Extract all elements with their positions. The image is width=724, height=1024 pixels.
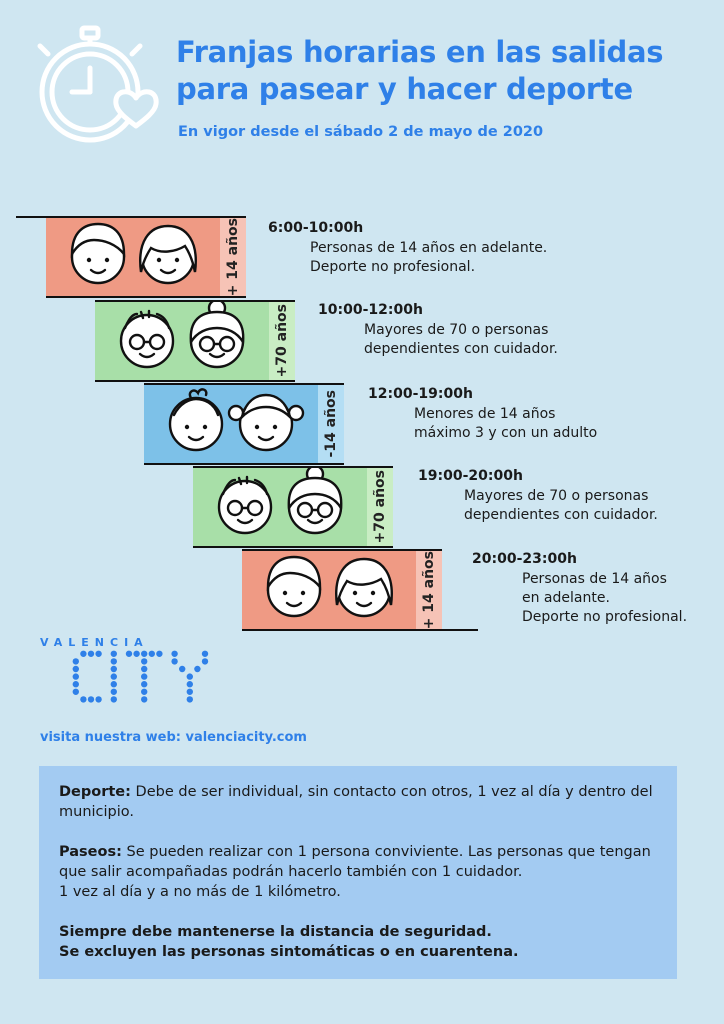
slot-description [310, 239, 588, 277]
slot-text-5 [472, 551, 722, 627]
slot-line: Menores de 14 años [414, 406, 556, 422]
logo-dot [111, 658, 117, 664]
slot-description [464, 487, 724, 525]
logo-dot [149, 651, 155, 657]
slot-text-4 [418, 468, 724, 525]
slot-line: Personas de 14 años [522, 571, 667, 587]
logo-dot [88, 696, 94, 702]
faces-icon [95, 302, 269, 380]
slot-time: 12:00-19:00h [368, 386, 473, 402]
logo-dot [156, 651, 162, 657]
step-faces-panel [144, 385, 318, 463]
info-box [39, 766, 677, 979]
logo-dot [126, 651, 132, 657]
logo-dot [111, 666, 117, 672]
deporte-label: Deporte: [59, 784, 131, 800]
logo-dot [111, 681, 117, 687]
slot-time: 19:00-20:00h [418, 468, 523, 484]
brand-logo-city [72, 650, 232, 706]
step-faces-panel [95, 302, 269, 380]
logo-dot [73, 673, 79, 679]
slot-text-1 [268, 220, 588, 277]
time-slot-step [242, 551, 442, 629]
slot-line: Personas de 14 años en adelante. [310, 240, 548, 256]
slot-text-2 [318, 302, 638, 359]
logo-dot [187, 689, 193, 695]
time-slot-step [144, 385, 344, 463]
logo-dot [187, 696, 193, 702]
logo-dot [141, 689, 147, 695]
time-slot-step [46, 218, 246, 296]
logo-dot [187, 681, 193, 687]
age-tag-label: +70 años [274, 304, 290, 378]
slot-line: máximo 3 y con un adulto [414, 425, 598, 441]
title-line-1: Franjas horarias en las salidas [176, 35, 664, 69]
logo-dot [73, 681, 79, 687]
logo-dot [111, 696, 117, 702]
age-tag [318, 385, 344, 463]
age-tag [416, 551, 442, 629]
time-slot-step [95, 302, 295, 380]
age-tag [269, 302, 295, 380]
logo-dot [179, 666, 185, 672]
step-faces-panel [193, 468, 367, 546]
title-line-2: para pasear y hacer deporte [176, 72, 633, 106]
logo-dot [141, 658, 147, 664]
logo-dot [73, 658, 79, 664]
step-base-line [193, 546, 393, 548]
step-base-line [95, 380, 295, 382]
logo-dot [133, 651, 139, 657]
logo-dot [141, 696, 147, 702]
logo-dot [202, 658, 208, 664]
note-distance: Siempre debe mantenerse la distancia de seguridad. [59, 924, 492, 940]
logo-dot [141, 681, 147, 687]
slot-text-3 [368, 386, 688, 443]
logo-dot [95, 651, 101, 657]
slot-description [522, 570, 722, 627]
logo-dot [80, 696, 86, 702]
logo-dot [80, 651, 86, 657]
slot-time: 6:00-10:00h [268, 220, 364, 236]
paseos-paragraph [59, 842, 659, 902]
step-base-line [46, 296, 246, 298]
logo-dot [95, 696, 101, 702]
logo-dot [187, 673, 193, 679]
logo-dot [194, 666, 200, 672]
age-tag [367, 468, 393, 546]
step-base-line [144, 463, 344, 465]
slot-line: dependientes con cuidador. [364, 341, 558, 357]
deporte-paragraph [59, 782, 659, 822]
slot-line: dependientes con cuidador. [464, 507, 658, 523]
logo-dot [141, 673, 147, 679]
deporte-text: Debe de ser individual, sin contacto con otros, 1 vez al día y dentro del municipio. [59, 784, 653, 820]
faces-icon [144, 385, 318, 463]
logo-dot [171, 651, 177, 657]
clock-heart-icon [28, 20, 168, 150]
step-faces-panel [46, 218, 220, 296]
faces-icon [242, 551, 416, 629]
paseos-label: Paseos: [59, 844, 122, 860]
paseos-text-2: 1 vez al día y a no más de 1 kilómetro. [59, 884, 341, 900]
slot-line: Mayores de 70 o personas [464, 488, 649, 504]
slot-time: 20:00-23:00h [472, 551, 577, 567]
step-faces-panel [242, 551, 416, 629]
age-tag-label: -14 años [323, 390, 339, 458]
logo-dot [111, 673, 117, 679]
logo-dot [73, 689, 79, 695]
brand-logo-small: VALENCIA [40, 636, 149, 649]
logo-dot [141, 651, 147, 657]
page-title [176, 34, 716, 108]
logo-dot [171, 658, 177, 664]
time-slot-step [193, 468, 393, 546]
note-exclusion: Se excluyen las personas sintomáticas o en cuarentena. [59, 944, 519, 960]
logo-dot [111, 651, 117, 657]
slot-description [414, 405, 688, 443]
logo-dot [202, 651, 208, 657]
subtitle: En vigor desde el sábado 2 de mayo de 2020 [178, 124, 544, 140]
age-tag-label: +70 años [372, 470, 388, 544]
slot-description [364, 321, 638, 359]
logo-dot [88, 651, 94, 657]
logo-dot [111, 689, 117, 695]
slot-line: Mayores de 70 o personas [364, 322, 549, 338]
age-tag-label: + 14 años [225, 217, 241, 297]
logo-dot [73, 666, 79, 672]
faces-icon [46, 218, 220, 296]
age-tag [220, 218, 246, 296]
logo-dot [141, 666, 147, 672]
slot-line: Deporte no profesional. [310, 259, 476, 275]
slot-line: Deporte no profesional. [522, 609, 688, 625]
step-base-line [242, 629, 478, 631]
age-tag-label: + 14 años [421, 550, 437, 630]
slot-line: en adelante. [522, 590, 610, 606]
paseos-text: Se pueden realizar con 1 persona conviviente. Las personas que tengan que salir acompañadas podrán hacerlo también con 1 cuidador. [59, 844, 651, 880]
faces-icon [193, 468, 367, 546]
slot-time: 10:00-12:00h [318, 302, 423, 318]
website-link[interactable]: visita nuestra web: valenciacity.com [40, 730, 307, 745]
